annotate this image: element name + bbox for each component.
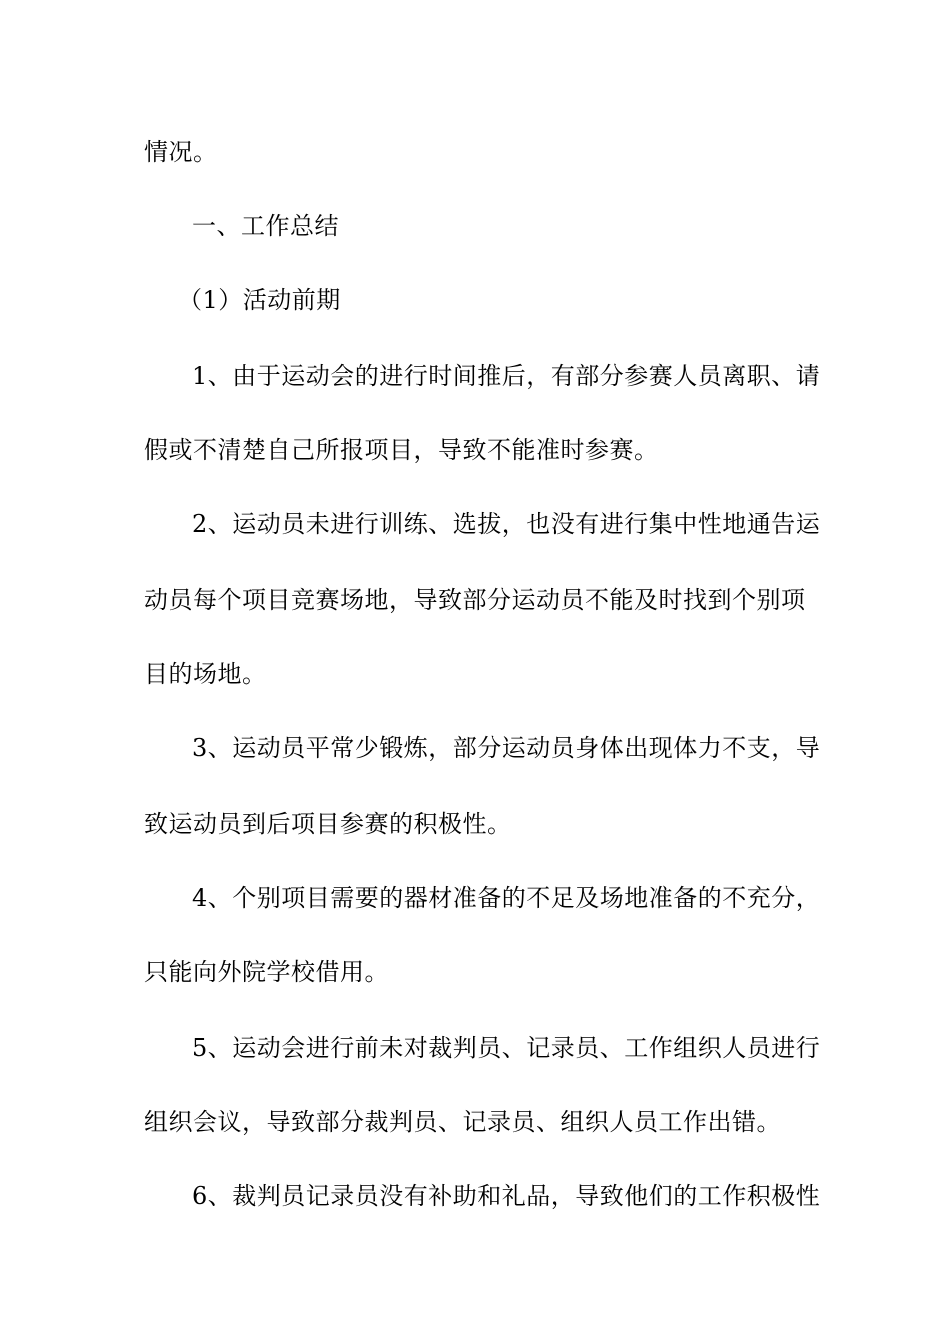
subsection-heading: （1）活动前期	[178, 286, 341, 314]
paragraph-6-line-1: 6、裁判员记录员没有补助和礼品，导致他们的工作积极性	[192, 1182, 821, 1210]
section-heading: 一、工作总结	[192, 212, 339, 240]
paragraph-2-line-3: 目的场地。	[144, 660, 267, 688]
paragraph-3-line-2: 致运动员到后项目参赛的积极性。	[144, 810, 512, 838]
paragraph-3-line-1: 3、运动员平常少锻炼，部分运动员身体出现体力不支，导	[192, 734, 821, 762]
paragraph-4-line-1: 4、个别项目需要的器材准备的不足及场地准备的不充分，	[192, 884, 821, 912]
paragraph-2-line-2: 动员每个项目竞赛场地，导致部分运动员不能及时找到个别项	[144, 586, 806, 614]
paragraph-5-line-2: 组织会议，导致部分裁判员、记录员、组织人员工作出错。	[144, 1108, 781, 1136]
paragraph-2-line-1: 2、运动员未进行训练、选拔，也没有进行集中性地通告运	[192, 510, 821, 538]
text-line-continuation: 情况。	[144, 138, 218, 166]
paragraph-4-line-2: 只能向外院学校借用。	[144, 958, 389, 986]
paragraph-1-line-1: 1、由于运动会的进行时间推后，有部分参赛人员离职、请	[192, 362, 821, 390]
paragraph-5-line-1: 5、运动会进行前未对裁判员、记录员、工作组织人员进行	[192, 1034, 821, 1062]
paragraph-1-line-2: 假或不清楚自己所报项目，导致不能准时参赛。	[144, 436, 659, 464]
